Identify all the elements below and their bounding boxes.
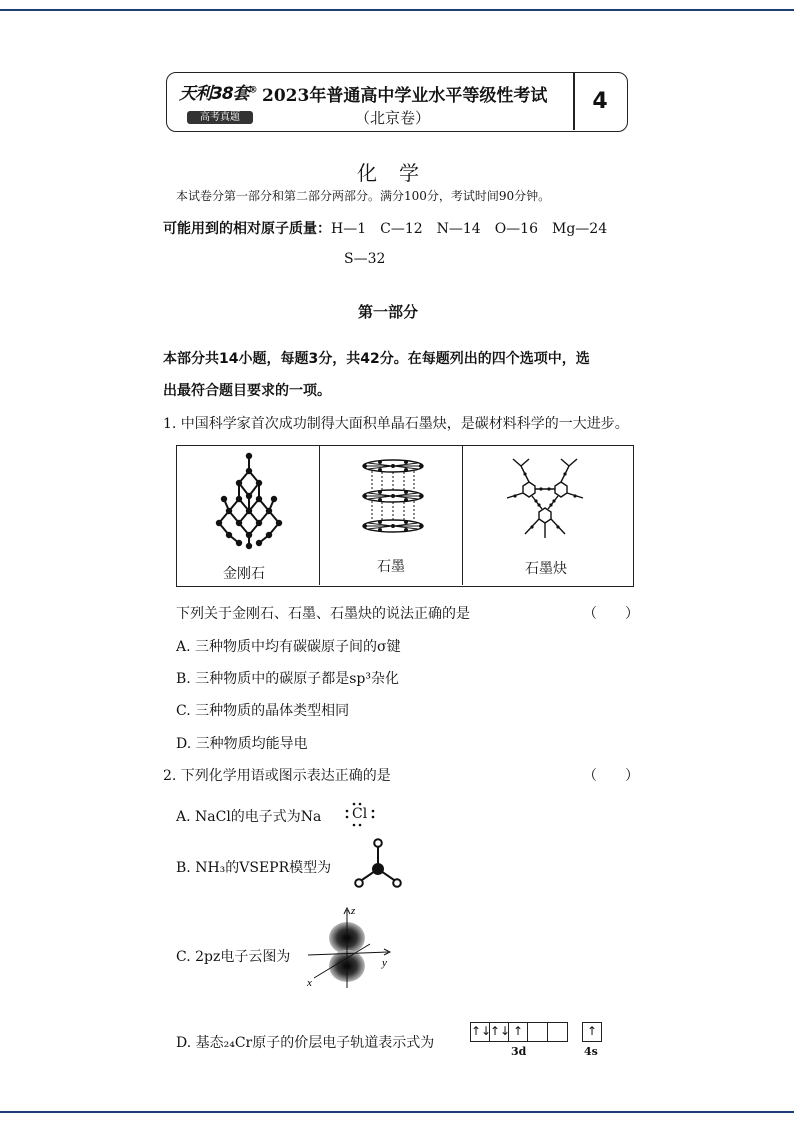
orbital-3d-1: ↑↓ xyxy=(470,1022,490,1042)
q1-answer-paren: （ ） xyxy=(583,606,639,622)
q1-option-a: A. 三种物质中均有碳碳原子间的σ键 xyxy=(176,639,401,655)
axis-y-label: y xyxy=(382,957,387,969)
top-rule xyxy=(0,9,794,11)
q1-stem: 1. 中国科学家首次成功制得大面积单晶石墨炔，是碳材料科学的一大进步。 xyxy=(163,416,629,432)
chlorine-symbol: Cl xyxy=(352,806,368,822)
q2-stem: 2. 下列化学用语或图示表达正确的是 xyxy=(163,768,391,784)
paper-number: 4 xyxy=(592,89,608,114)
brand-logo: 天利38套® xyxy=(179,84,257,104)
table-divider xyxy=(319,446,320,585)
orbital-3d-2: ↑↓ xyxy=(489,1022,509,1042)
label-4s: 4s xyxy=(584,1045,598,1058)
vsepr-model-icon xyxy=(350,836,406,890)
exam-subtitle: （北京卷） xyxy=(355,109,431,127)
table-divider xyxy=(462,446,463,585)
q1-option-d: D. 三种物质均能导电 xyxy=(176,736,308,752)
q1-question: 下列关于金刚石、石墨、石墨炔的说法正确的是 xyxy=(176,606,470,622)
q2-option-b: B. NH₃的VSEPR模型为 xyxy=(176,860,332,876)
q2-option-a: A. NaCl的电子式为Na xyxy=(176,809,322,825)
subject-title: 化学 xyxy=(357,161,441,185)
atomic-masses-line1: 可能用到的相对原子质量：H—1 C—12 N—14 O—16 Mg—24 xyxy=(163,221,608,237)
exam-title: 2023年普通高中学业水平等级性考试 xyxy=(262,86,548,106)
atomic-masses-line2: S—32 xyxy=(344,251,386,267)
axis-z-label: z xyxy=(351,905,356,917)
q2-answer-paren: （ ） xyxy=(583,768,639,784)
orbital-3d-4 xyxy=(527,1022,548,1042)
q1-option-b: B. 三种物质中的碳原子都是sp³杂化 xyxy=(176,671,399,687)
electron-cloud-2pz-diagram xyxy=(300,904,400,992)
orbital-3d-5 xyxy=(547,1022,568,1042)
source-badge: 高考真题 xyxy=(187,111,253,124)
q2-option-d: D. 基态₂₄Cr原子的价层电子轨道表示式为 xyxy=(176,1035,435,1051)
label-3d: 3d xyxy=(511,1045,527,1058)
q1-figure-table xyxy=(176,445,634,587)
part1-heading: 第一部分 xyxy=(358,303,419,321)
orbital-3d-3: ↑ xyxy=(508,1022,528,1042)
q2-option-c: C. 2pz电子云图为 xyxy=(176,949,291,965)
label-graphdiyne: 石墨炔 xyxy=(525,561,567,577)
label-graphite: 石墨 xyxy=(377,559,405,575)
graphite-structure-diagram xyxy=(360,458,426,538)
graphdiyne-structure-diagram xyxy=(503,456,587,540)
instructions: 本试卷分第一部分和第二部分两部分。满分100分，考试时间90分钟。 xyxy=(176,189,551,203)
orbital-4s: ↑ xyxy=(582,1022,602,1042)
label-diamond: 金刚石 xyxy=(223,566,265,582)
part1-intro-line1: 本部分共14小题，每题3分，共42分。在每题列出的四个选项中，选 xyxy=(163,351,590,367)
q1-option-c: C. 三种物质的晶体类型相同 xyxy=(176,703,350,719)
diamond-structure-diagram xyxy=(202,451,302,551)
part1-intro-line2: 出最符合题目要求的一项。 xyxy=(163,383,331,399)
electron-dots-icon xyxy=(343,802,379,826)
exam-header xyxy=(166,72,628,132)
axis-x-label: x xyxy=(307,977,312,989)
bottom-rule xyxy=(0,1111,794,1113)
